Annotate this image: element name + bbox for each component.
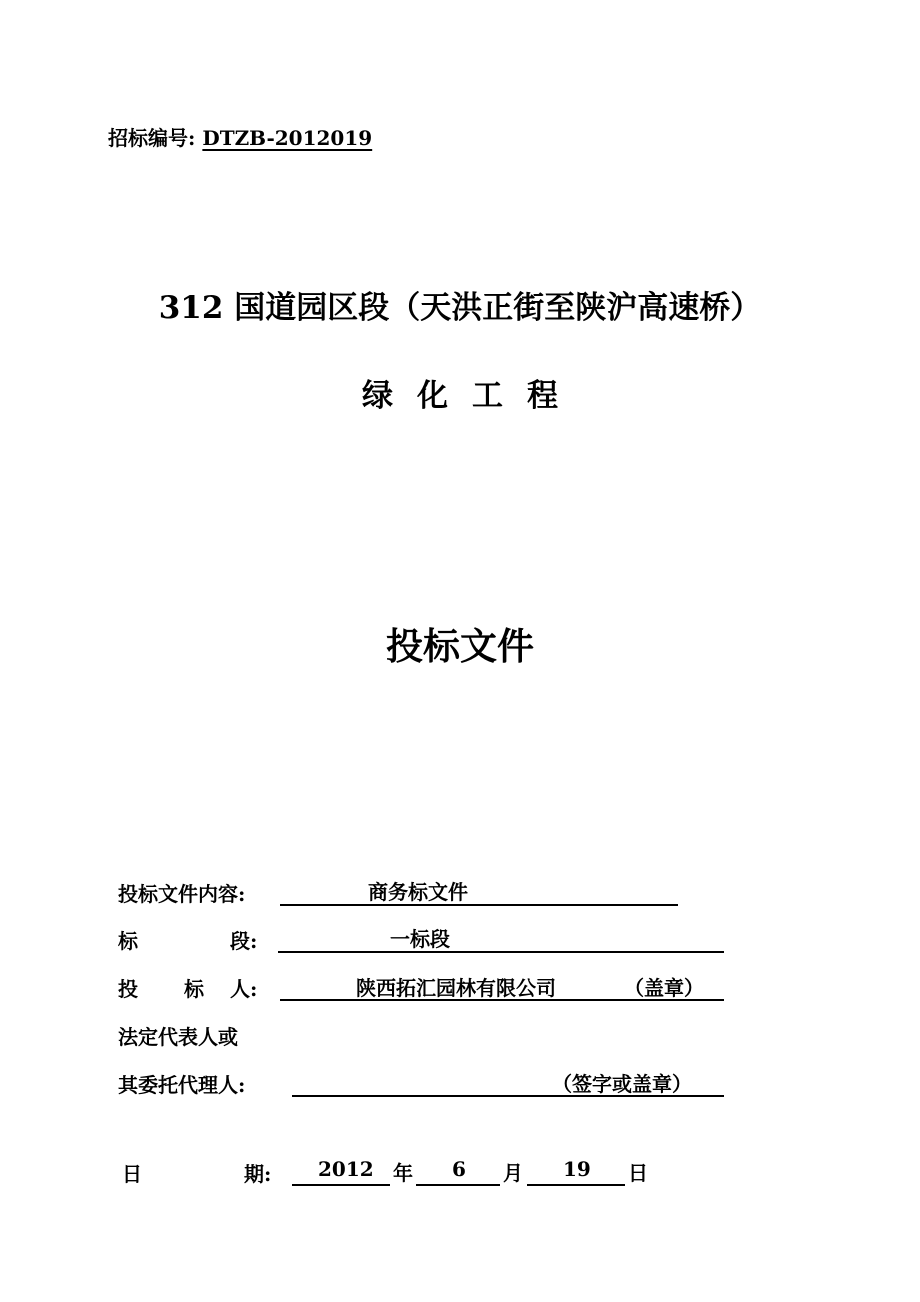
bidder-value: 陕西拓汇园林有限公司 [356, 976, 556, 1000]
bid-number-label: 招标编号: [108, 126, 196, 150]
month-value: 6 [452, 1157, 466, 1181]
section-label-char-1: 标 [118, 929, 138, 953]
section-label-char-2: 段: [230, 929, 258, 953]
section-value: 一标段 [390, 927, 450, 951]
bidder-label-char-1: 投 [118, 977, 138, 1001]
date-label-char-1: 日 [122, 1162, 142, 1186]
date-label-char-2: 期: [244, 1162, 272, 1186]
project-subtitle: 绿化工程 [362, 378, 582, 414]
content-line [280, 880, 678, 906]
bidder-label-char-2: 标 [184, 977, 204, 1001]
bid-number [108, 122, 372, 151]
representative-signature-note: （签字或盖章） [552, 1072, 692, 1096]
representative-label-line2: 其委托代理人: [118, 1073, 246, 1097]
representative-label-line1: 法定代表人或 [118, 1025, 238, 1049]
bidder-seal-note: （盖章） [624, 976, 704, 1000]
section-line [278, 927, 724, 953]
day-value: 19 [563, 1157, 591, 1181]
month-unit: 月 [503, 1161, 523, 1185]
bid-number-value: DTZB-2012019 [202, 126, 373, 150]
bidder-label-char-3: 人: [230, 977, 258, 1001]
project-title: 312 国道园区段（天洪正街至陕沪高速桥） [158, 290, 762, 326]
year-unit: 年 [393, 1161, 413, 1185]
day-unit: 日 [628, 1161, 648, 1185]
content-value: 商务标文件 [368, 880, 468, 904]
content-label: 投标文件内容: [118, 882, 246, 906]
year-value: 2012 [318, 1157, 374, 1181]
document-title: 投标文件 [386, 624, 534, 668]
